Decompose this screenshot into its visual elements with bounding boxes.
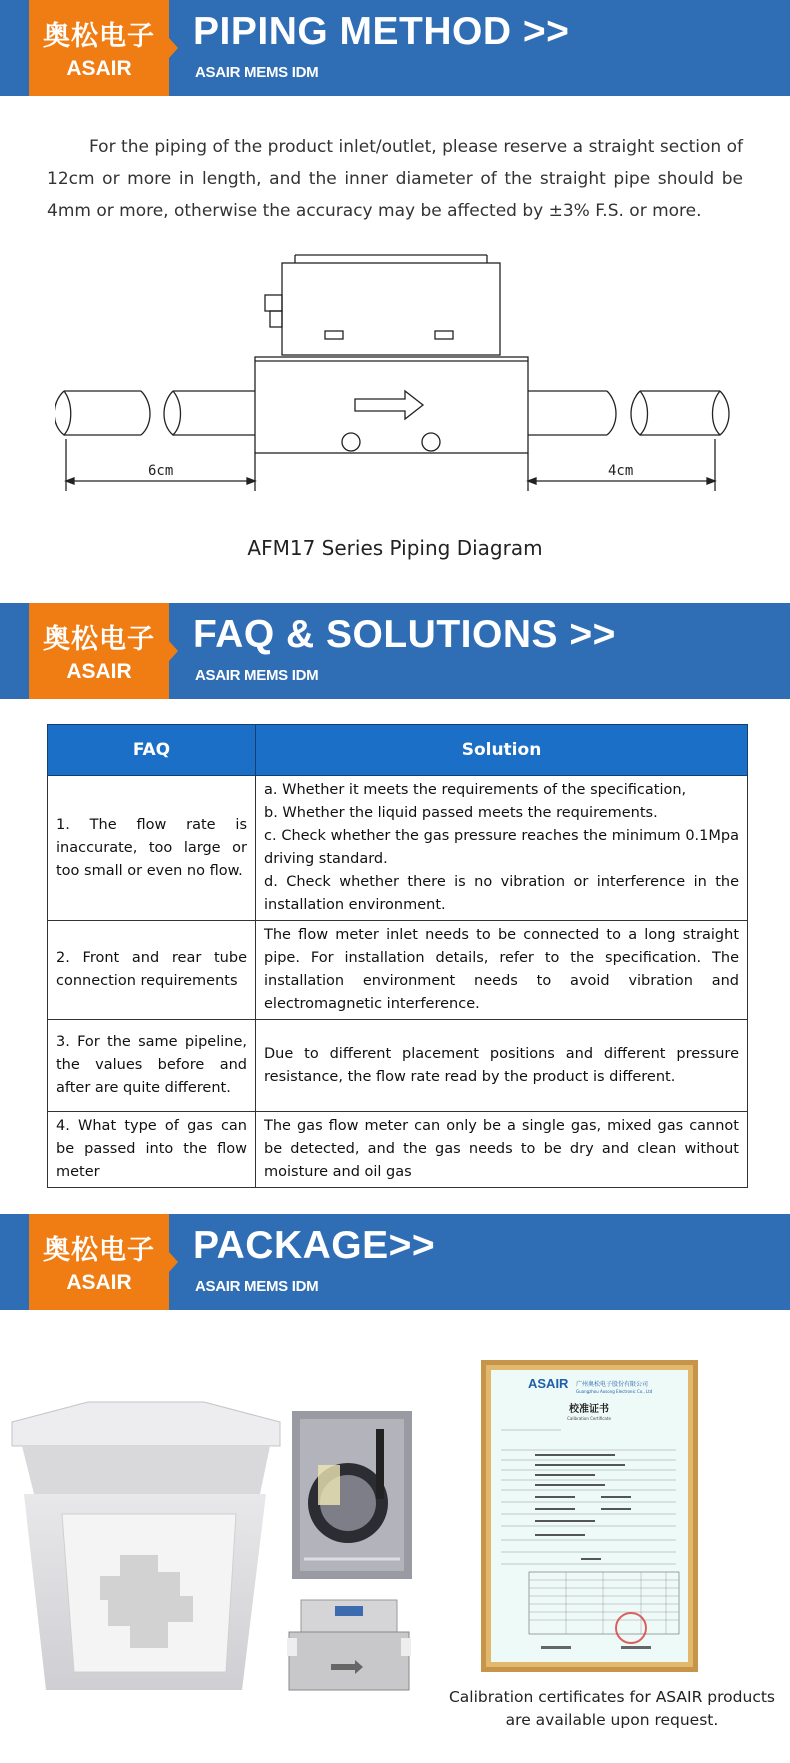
faq-table-header — [48, 725, 748, 776]
table-row — [48, 776, 748, 921]
table-row — [48, 1112, 748, 1188]
section-subtitle: ASAIR MEMS IDM — [195, 1278, 319, 1295]
certificate-caption — [432, 1686, 790, 1732]
section-title: PIPING METHOD >> — [193, 10, 570, 53]
brand-notch — [169, 38, 178, 58]
sensor-body — [255, 357, 528, 453]
piping-diagram — [55, 253, 735, 493]
faq-solution — [256, 776, 748, 921]
mount-slot — [325, 331, 343, 339]
section-banner-faq — [0, 603, 790, 699]
faq-question: 1. The flow rate is inaccurate, too large or too small or even no flow. — [48, 776, 256, 921]
port-hole — [342, 433, 360, 451]
brand-notch — [169, 641, 178, 661]
solution-line: b. Whether the liquid passed meets the requirements. — [264, 805, 658, 821]
flow-meter-product-image — [285, 1598, 413, 1693]
solution-line: The flow meter inlet needs to be connected to a long straight pipe. For installation details, refer to the specification. The installation environment needs to avoid vibration and electromagnetic interference. — [264, 927, 739, 1012]
section-title: PACKAGE>> — [193, 1224, 436, 1267]
brand-en: ASAIR — [66, 57, 132, 80]
cert-logo: ASAIR — [528, 1376, 569, 1391]
cert-title: 校准证书 — [569, 1404, 609, 1415]
faq-solution — [256, 1112, 748, 1188]
faq-question: 3. For the same pipeline, the values before and after are quite different. — [48, 1020, 256, 1112]
flow-arrow-icon — [355, 391, 423, 419]
left-pipe-inner — [173, 391, 255, 435]
brand-logo — [29, 1214, 169, 1310]
faq-solution — [256, 1020, 748, 1112]
brand-logo — [29, 0, 169, 96]
table-row — [48, 1020, 748, 1112]
solution-line: The gas flow meter can only be a single gas, mixed gas cannot be detected, and the gas needs to be dry and clean without moisture and oil gas — [264, 1118, 739, 1180]
solution-line: c. Check whether the gas pressure reaches the minimum 0.1Mpa driving standard. — [264, 828, 739, 867]
faq-header: FAQ — [48, 725, 256, 776]
brand-cn: 奥松电子 — [43, 624, 155, 655]
brand-cn: 奥松电子 — [43, 21, 155, 52]
faq-table — [47, 724, 748, 1188]
section-subtitle: ASAIR MEMS IDM — [195, 64, 319, 81]
mount-slot — [435, 331, 453, 339]
solution-header: Solution — [256, 725, 748, 776]
side-connector — [265, 295, 282, 311]
faq-question: 4. What type of gas can be passed into the flow meter — [48, 1112, 256, 1188]
section-banner-package — [0, 1214, 790, 1310]
faq-question: 2. Front and rear tube connection requirements — [48, 921, 256, 1020]
cert-company-en: Guangzhou Aosong Electronic Co., Ltd — [576, 1389, 653, 1394]
certificate-caption-line: Calibration certificates for ASAIR products — [448, 1688, 775, 1706]
section-subtitle: ASAIR MEMS IDM — [195, 667, 319, 684]
brand-en: ASAIR — [66, 660, 132, 683]
solution-line: a. Whether it meets the requirements of the specification, — [264, 782, 687, 798]
diagram-caption: AFM17 Series Piping Diagram — [247, 536, 543, 560]
port-hole — [422, 433, 440, 451]
left-pipe — [64, 391, 141, 435]
certificate-caption-line: are available upon request. — [505, 1711, 719, 1729]
piping-description: For the piping of the product inlet/outlet, please reserve a straight section of 12cm or more in length, and the inner diameter of the straight pipe should be 4mm or more, otherwise the accuracy may be affected by ±3% F.S. or more. — [47, 137, 743, 221]
cert-company-cn: 广州奥松电子股份有限公司 — [576, 1381, 649, 1388]
sensor-housing-top — [282, 263, 500, 355]
right-pipe-outer — [640, 391, 720, 435]
table-row — [48, 921, 748, 1020]
calibration-certificate-image — [481, 1360, 698, 1672]
dimension-label-right: 4cm — [608, 463, 634, 479]
faq-solution — [256, 921, 748, 1020]
sensor-bag-image — [290, 1409, 414, 1581]
brand-logo — [29, 603, 169, 699]
cert-title-en: Calibration Certificate — [567, 1416, 611, 1421]
dimension-label-left: 6cm — [148, 463, 174, 479]
brand-cn: 奥松电子 — [43, 1235, 155, 1266]
section-banner-piping — [0, 0, 790, 96]
brand-notch — [169, 1252, 178, 1272]
solution-line: d. Check whether there is no vibration or interference in the installation environment. — [264, 874, 739, 913]
solution-line: Due to different placement positions and different pressure resistance, the flow rate read by the product is different. — [264, 1045, 739, 1085]
section-title: FAQ & SOLUTIONS >> — [193, 613, 616, 656]
packaging-box-image — [8, 1400, 283, 1695]
brand-en: ASAIR — [66, 1271, 132, 1294]
right-pipe — [528, 391, 607, 435]
